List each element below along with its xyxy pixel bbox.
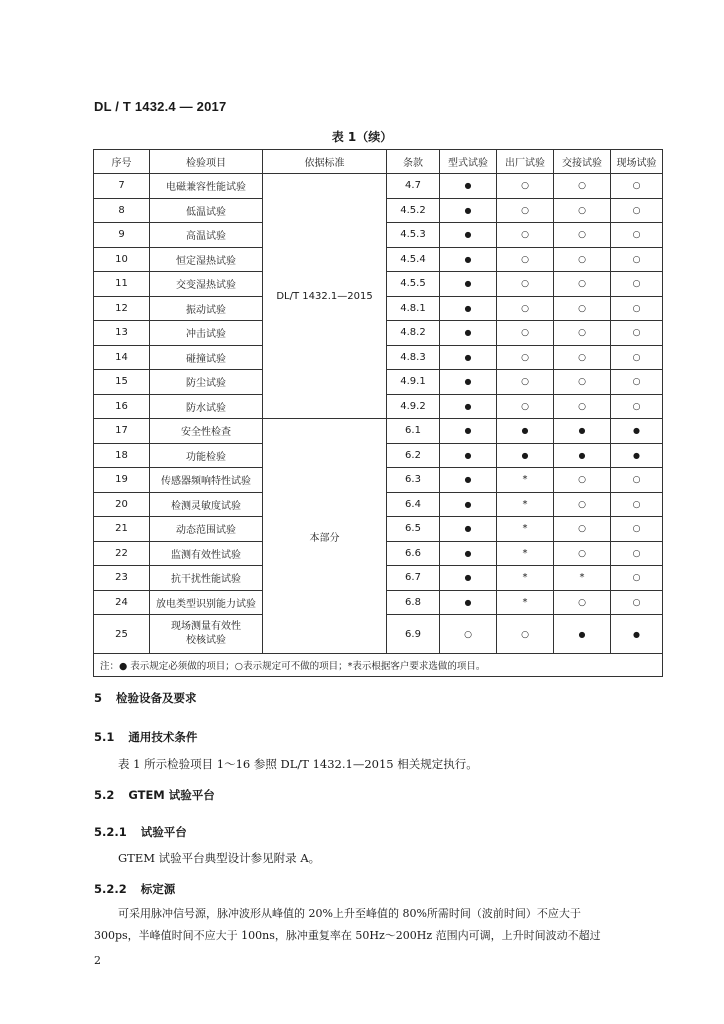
test-requirement-cell: [554, 419, 611, 444]
hollow-circle-icon: [521, 401, 529, 412]
test-item: 冲击试验: [150, 321, 263, 346]
test-requirement-cell: [497, 492, 554, 517]
hollow-circle-icon: [633, 376, 641, 387]
hollow-circle-icon: [633, 523, 641, 534]
hollow-circle-icon: [521, 278, 529, 289]
col-header: 现场试验: [611, 150, 663, 174]
hollow-circle-icon: [633, 229, 641, 240]
test-requirement-cell: [440, 247, 497, 272]
document-code: DL / T 1432.4 — 2017: [94, 99, 227, 114]
page-number: 2: [94, 954, 101, 967]
test-requirement-cell: [554, 223, 611, 248]
hollow-circle-icon: [578, 254, 586, 265]
table-header-row: [94, 150, 663, 174]
clause-number: 4.5.2: [387, 198, 440, 223]
section-number: 5.2.2: [94, 882, 127, 896]
hollow-circle-icon: [578, 523, 586, 534]
test-requirement-cell: [611, 370, 663, 395]
test-requirement-cell: [611, 615, 663, 654]
hollow-circle-icon: [633, 474, 641, 485]
test-requirement-cell: [611, 174, 663, 199]
hollow-circle-icon: [578, 474, 586, 485]
clause-number: 6.1: [387, 419, 440, 444]
filled-dot-icon: [465, 548, 472, 559]
hollow-circle-icon: [633, 499, 641, 510]
test-requirement-cell: [554, 345, 611, 370]
test-requirement-cell: [554, 174, 611, 199]
clause-number: 4.9.1: [387, 370, 440, 395]
hollow-circle-icon: [578, 597, 586, 608]
test-item: 动态范围试验: [150, 517, 263, 542]
row-number: 7: [94, 174, 150, 199]
paragraph-5-2-2-line2: 300ps，半峰值时间不应大于 100ns，脉冲重复率在 50Hz～200Hz 范围内可调，上升时间波动不超过: [94, 929, 601, 942]
test-requirement-cell: [554, 517, 611, 542]
test-requirement-cell: [440, 272, 497, 297]
hollow-circle-icon: [633, 401, 641, 412]
hollow-circle-icon: [578, 499, 586, 510]
test-requirement-cell: [497, 394, 554, 419]
test-requirement-cell: [497, 223, 554, 248]
test-requirement-cell: [440, 468, 497, 493]
test-requirement-cell: [611, 468, 663, 493]
test-requirement-cell: [440, 370, 497, 395]
test-requirement-cell: [497, 272, 554, 297]
test-item: 交变湿热试验: [150, 272, 263, 297]
hollow-circle-icon: [578, 327, 586, 338]
hollow-circle-icon: [521, 205, 529, 216]
asterisk-icon: [523, 548, 528, 559]
paragraph-5-1: 表 1 所示检验项目 1～16 参照 DL/T 1432.1—2015 相关规定执行。: [118, 757, 478, 771]
test-item: 传感器频响特性试验: [150, 468, 263, 493]
test-requirement-cell: [497, 247, 554, 272]
test-requirement-cell: [440, 615, 497, 654]
filled-dot-icon: [465, 474, 472, 485]
section-title: 检验设备及要求: [116, 691, 197, 705]
row-number: 21: [94, 517, 150, 542]
test-item: 振动试验: [150, 296, 263, 321]
table-note: 注：● 表示规定必须做的项目；○表示规定可不做的项目；*表示根据客户要求选做的项目。: [94, 654, 663, 677]
test-requirement-cell: [554, 321, 611, 346]
filled-dot-icon: [465, 254, 472, 265]
test-requirement-cell: [497, 296, 554, 321]
test-item: 碰撞试验: [150, 345, 263, 370]
filled-dot-icon: [633, 425, 640, 436]
test-requirement-cell: [440, 345, 497, 370]
hollow-circle-icon: [633, 327, 641, 338]
hollow-circle-icon: [633, 597, 641, 608]
test-items-table: [93, 149, 663, 677]
hollow-circle-icon: [578, 303, 586, 314]
row-number: 17: [94, 419, 150, 444]
row-number: 24: [94, 590, 150, 615]
row-number: 8: [94, 198, 150, 223]
test-requirement-cell: [440, 223, 497, 248]
filled-dot-icon: [465, 205, 472, 216]
filled-dot-icon: [465, 376, 472, 387]
clause-number: 6.3: [387, 468, 440, 493]
test-item: 电磁兼容性能试验: [150, 174, 263, 199]
test-item: 防水试验: [150, 394, 263, 419]
standard-reference: 本部分: [263, 419, 387, 654]
filled-dot-icon: [465, 303, 472, 314]
table-row: [94, 174, 663, 199]
section-title: GTEM 试验平台: [128, 788, 215, 802]
standard-reference: DL/T 1432.1—2015: [263, 174, 387, 419]
filled-dot-icon: [465, 450, 472, 461]
section-number: 5.2: [94, 788, 115, 802]
asterisk-icon: [523, 597, 528, 608]
test-requirement-cell: [440, 590, 497, 615]
test-requirement-cell: [497, 468, 554, 493]
col-header: 序号: [94, 150, 150, 174]
filled-dot-icon: [465, 229, 472, 240]
asterisk-icon: [523, 499, 528, 510]
test-requirement-cell: [554, 296, 611, 321]
filled-dot-icon: [633, 450, 640, 461]
test-item: 监测有效性试验: [150, 541, 263, 566]
section-5-2-1-heading: [94, 824, 187, 840]
section-title: 标定源: [140, 882, 176, 896]
test-requirement-cell: [611, 272, 663, 297]
test-requirement-cell: [440, 566, 497, 591]
hollow-circle-icon: [464, 629, 472, 640]
hollow-circle-icon: [521, 376, 529, 387]
filled-dot-icon: [465, 499, 472, 510]
paragraph-5-2-1: GTEM 试验平台典型设计参见附录 A。: [118, 851, 321, 865]
test-requirement-cell: [611, 198, 663, 223]
test-requirement-cell: [554, 566, 611, 591]
clause-number: 4.8.2: [387, 321, 440, 346]
test-requirement-cell: [611, 590, 663, 615]
test-requirement-cell: [611, 223, 663, 248]
test-requirement-cell: [497, 198, 554, 223]
clause-number: 6.4: [387, 492, 440, 517]
row-number: 15: [94, 370, 150, 395]
hollow-circle-icon: [521, 629, 529, 640]
filled-dot-icon: [579, 425, 586, 436]
clause-number: 4.7: [387, 174, 440, 199]
row-number: 16: [94, 394, 150, 419]
test-requirement-cell: [611, 394, 663, 419]
test-item: 安全性检查: [150, 419, 263, 444]
test-requirement-cell: [554, 615, 611, 654]
clause-number: 6.7: [387, 566, 440, 591]
hollow-circle-icon: [521, 303, 529, 314]
hollow-circle-icon: [521, 352, 529, 363]
test-requirement-cell: [497, 541, 554, 566]
test-requirement-cell: [611, 296, 663, 321]
test-item: 抗干扰性能试验: [150, 566, 263, 591]
clause-number: 6.9: [387, 615, 440, 654]
row-number: 25: [94, 615, 150, 654]
test-requirement-cell: [497, 590, 554, 615]
row-number: 23: [94, 566, 150, 591]
row-number: 9: [94, 223, 150, 248]
hollow-circle-icon: [521, 229, 529, 240]
test-requirement-cell: [611, 492, 663, 517]
test-item: 恒定湿热试验: [150, 247, 263, 272]
row-number: 10: [94, 247, 150, 272]
section-title: 试验平台: [140, 825, 187, 839]
hollow-circle-icon: [633, 278, 641, 289]
test-requirement-cell: [554, 492, 611, 517]
hollow-circle-icon: [578, 352, 586, 363]
col-header: 检验项目: [150, 150, 263, 174]
test-requirement-cell: [611, 517, 663, 542]
clause-number: 6.5: [387, 517, 440, 542]
filled-dot-icon: [465, 523, 472, 534]
filled-dot-icon: [465, 425, 472, 436]
hollow-circle-icon: [633, 303, 641, 314]
row-number: 11: [94, 272, 150, 297]
clause-number: 4.8.3: [387, 345, 440, 370]
filled-dot-icon: [522, 425, 529, 436]
test-item: 防尘试验: [150, 370, 263, 395]
test-requirement-cell: [440, 296, 497, 321]
test-item: 高温试验: [150, 223, 263, 248]
hollow-circle-icon: [633, 180, 641, 191]
clause-number: 6.2: [387, 443, 440, 468]
filled-dot-icon: [465, 401, 472, 412]
hollow-circle-icon: [633, 254, 641, 265]
test-requirement-cell: [440, 198, 497, 223]
clause-number: 4.5.5: [387, 272, 440, 297]
col-header: 依据标准: [263, 150, 387, 174]
test-requirement-cell: [611, 321, 663, 346]
section-title: 通用技术条件: [128, 730, 198, 744]
col-header: 条款: [387, 150, 440, 174]
filled-dot-icon: [579, 450, 586, 461]
test-requirement-cell: [611, 247, 663, 272]
asterisk-icon: [523, 474, 528, 485]
test-item: 放电类型识别能力试验: [150, 590, 263, 615]
hollow-circle-icon: [578, 376, 586, 387]
hollow-circle-icon: [578, 278, 586, 289]
filled-dot-icon: [522, 450, 529, 461]
table-caption: 表 1（续）: [331, 130, 393, 144]
test-requirement-cell: [554, 198, 611, 223]
hollow-circle-icon: [521, 254, 529, 265]
test-requirement-cell: [440, 419, 497, 444]
test-item: 低温试验: [150, 198, 263, 223]
hollow-circle-icon: [578, 205, 586, 216]
clause-number: 4.9.2: [387, 394, 440, 419]
test-requirement-cell: [497, 174, 554, 199]
test-requirement-cell: [497, 370, 554, 395]
test-requirement-cell: [497, 321, 554, 346]
row-number: 22: [94, 541, 150, 566]
test-requirement-cell: [497, 443, 554, 468]
hollow-circle-icon: [578, 401, 586, 412]
hollow-circle-icon: [521, 327, 529, 338]
asterisk-icon: [523, 523, 528, 534]
test-requirement-cell: [497, 419, 554, 444]
test-requirement-cell: [611, 345, 663, 370]
hollow-circle-icon: [633, 352, 641, 363]
filled-dot-icon: [465, 327, 472, 338]
test-requirement-cell: [497, 345, 554, 370]
table-body: [94, 174, 663, 654]
row-number: 14: [94, 345, 150, 370]
row-number: 20: [94, 492, 150, 517]
test-requirement-cell: [611, 541, 663, 566]
test-requirement-cell: [611, 443, 663, 468]
section-5-2-heading: [94, 787, 215, 803]
section-5-2-2-heading: [94, 881, 175, 897]
hollow-circle-icon: [633, 205, 641, 216]
clause-number: 4.5.4: [387, 247, 440, 272]
table-note-row: [94, 654, 663, 677]
test-requirement-cell: [554, 590, 611, 615]
test-requirement-cell: [440, 517, 497, 542]
test-requirement-cell: [497, 615, 554, 654]
filled-dot-icon: [579, 629, 586, 640]
section-5-heading: [94, 690, 197, 706]
test-requirement-cell: [554, 541, 611, 566]
section-5-1-heading: [94, 729, 197, 745]
clause-number: 6.6: [387, 541, 440, 566]
test-item: 功能检验: [150, 443, 263, 468]
clause-number: 4.5.3: [387, 223, 440, 248]
test-requirement-cell: [440, 321, 497, 346]
test-requirement-cell: [554, 468, 611, 493]
test-requirement-cell: [497, 566, 554, 591]
filled-dot-icon: [465, 352, 472, 363]
filled-dot-icon: [633, 629, 640, 640]
paragraph-5-2-2-line1: 可采用脉冲信号源，脉冲波形从峰值的 20%上升至峰值的 80%所需时间（波前时间）不应大于: [118, 907, 581, 920]
clause-number: 4.8.1: [387, 296, 440, 321]
test-requirement-cell: [440, 443, 497, 468]
hollow-circle-icon: [633, 572, 641, 583]
col-header: 出厂试验: [497, 150, 554, 174]
test-item: 检测灵敏度试验: [150, 492, 263, 517]
asterisk-icon: [523, 572, 528, 583]
test-requirement-cell: [554, 394, 611, 419]
section-number: 5.1: [94, 730, 115, 744]
test-item: 现场测量有效性 校核试验: [150, 615, 263, 654]
hollow-circle-icon: [578, 548, 586, 559]
section-number: 5: [94, 691, 103, 705]
filled-dot-icon: [465, 278, 472, 289]
test-requirement-cell: [440, 541, 497, 566]
row-number: 18: [94, 443, 150, 468]
test-requirement-cell: [440, 174, 497, 199]
test-requirement-cell: [611, 566, 663, 591]
hollow-circle-icon: [578, 180, 586, 191]
section-number: 5.2.1: [94, 825, 127, 839]
asterisk-icon: [580, 572, 585, 583]
test-requirement-cell: [611, 419, 663, 444]
filled-dot-icon: [465, 180, 472, 191]
hollow-circle-icon: [578, 229, 586, 240]
table-row: [94, 419, 663, 444]
row-number: 13: [94, 321, 150, 346]
hollow-circle-icon: [633, 548, 641, 559]
row-number: 19: [94, 468, 150, 493]
col-header: 型式试验: [440, 150, 497, 174]
clause-number: 6.8: [387, 590, 440, 615]
col-header: 交接试验: [554, 150, 611, 174]
test-requirement-cell: [440, 394, 497, 419]
row-number: 12: [94, 296, 150, 321]
test-requirement-cell: [554, 443, 611, 468]
filled-dot-icon: [465, 572, 472, 583]
filled-dot-icon: [465, 597, 472, 608]
test-requirement-cell: [554, 247, 611, 272]
test-requirement-cell: [554, 370, 611, 395]
test-requirement-cell: [440, 492, 497, 517]
hollow-circle-icon: [521, 180, 529, 191]
test-requirement-cell: [497, 517, 554, 542]
test-requirement-cell: [554, 272, 611, 297]
